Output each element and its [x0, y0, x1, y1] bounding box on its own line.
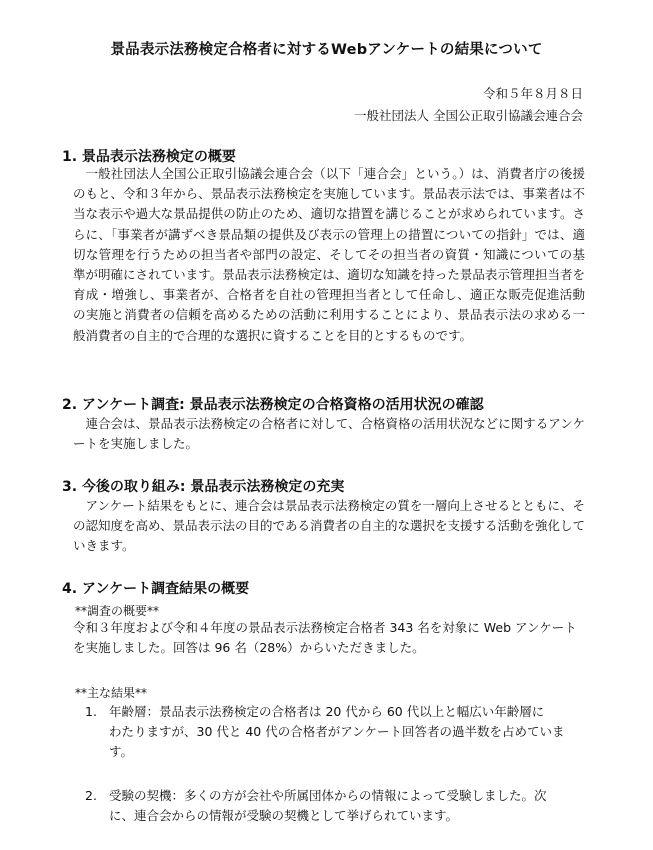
document-title: 景品表示法務検定合格者に対するWebアンケートの結果について — [110, 42, 543, 58]
section-4-heading: 4. アンケート調査結果の概要 — [62, 581, 250, 597]
section-1-heading: 1. 景品表示法務検定の概要 — [62, 149, 236, 165]
issue-date: 令和５年８月８日 — [482, 86, 583, 101]
section-1-body: 一般社団法人全国公正取引協議会連合会（以下「連合会」という。）は、消費者庁の後援のもと、令和３年から、景品表示法務検定を実施しています。景品表示法では、事業者は不当な表示や過大な景品提供の防止のため、適切な措置を講じることが求められています。さらに、「事業者が講ずべき景品類の提供及び表示の管理上の措置についての指針」では、適切な管理を行うための担当者や部門の設定、そしてその担当者の資質・知識についての基準が明確にされています。景品表示法務検定は、適切な知識を持った景品表示管理担当者を育成・増強し、事業者が、合格者を自社の管理担当者として任命し、適正な販売促進活動の実施と消費者の信頼を高めるための活動に利用することにより、景品表示法の求める一般消費者の自主的で合理的な選択に資することを目的とするものです。 — [73, 166, 585, 343]
result-item-number: 2. — [85, 788, 97, 803]
result-item-text-continued: に、連合会からの情報が受験の契機として挙げられています。 — [109, 808, 459, 824]
result-item-number: 1. — [85, 704, 97, 719]
result-item-text: 受験の契機：多くの方が会社や所属団体からの情報によって受験しました。次 — [109, 788, 547, 803]
issuing-organization: 一般社団法人 全国公正取引協議会連合会 — [354, 108, 583, 123]
section-3-body: アンケート結果をもとに、連合会は景品表示法務検定の質を一層向上させるとともに、その認知度を高め、景品表示法の目的である消費者の自主的な選択を支援する活動を強化していきます。 — [73, 498, 586, 554]
result-item-2 — [85, 786, 585, 826]
section-3-heading: 3. 今後の取り組み: 景品表示法務検定の充実 — [62, 479, 345, 495]
section-2-body: 連合会は、景品表示法務検定の合格者に対して、合格資格の活用状況などに関するアンケートを実施しました。 — [73, 416, 585, 452]
section-2-heading: 2. アンケート調査: 景品表示法務検定の合格資格の活用状況の確認 — [62, 397, 484, 413]
main-results-label: **主な結果** — [75, 686, 148, 700]
result-item-text-continued: わたりますが、30 代と 40 代の合格者がアンケート回答者の過半数を占めています。 — [109, 724, 565, 760]
result-item-1 — [85, 702, 585, 763]
result-item-text: 年齢層：景品表示法務検定の合格者は 20 代から 60 代以上と幅広い年齢層に — [109, 704, 545, 719]
survey-overview-body: 令和３年度および令和４年度の景品表示法務検定合格者 343 名を対象に Web アンケートを実施しました。回答は 96 名（28%）からいただきました。 — [73, 620, 577, 656]
survey-overview-label: **調査の概要** — [75, 604, 160, 618]
